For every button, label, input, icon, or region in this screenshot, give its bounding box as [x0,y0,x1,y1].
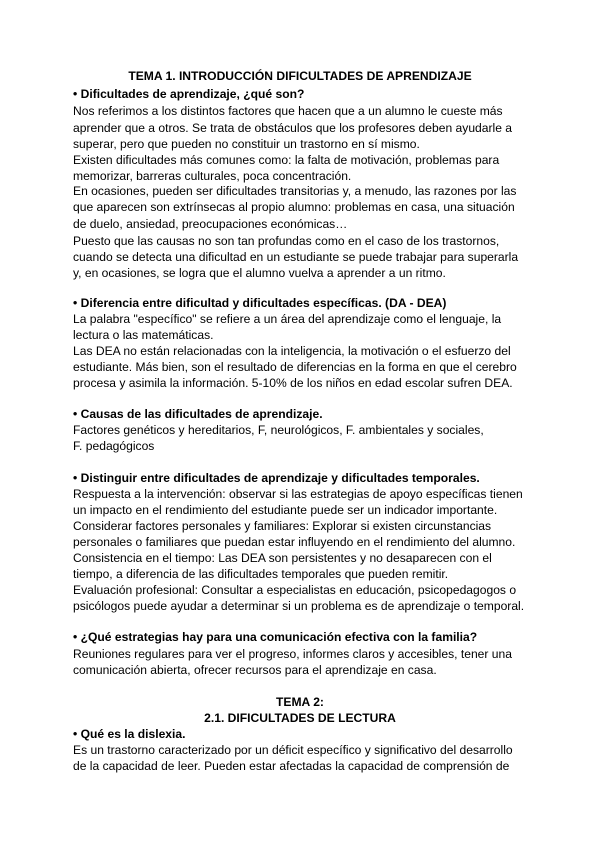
s3-line: F. pedagógicos [73,439,155,453]
s2-line: estudiante. Más bien, son el resultado de diferencias en la forma en que el cerebro [73,360,517,374]
s1-line: y, en ocasiones, se logra que el alumno vuelva a aprender a un ritmo. [73,266,446,280]
s1-line: En ocasiones, pueden ser dificultades transitorias y, a menudo, las razones por las [73,184,517,198]
tema1-title: TEMA 1. INTRODUCCIÓN DIFICULTADES DE APRENDIZAJE [128,69,472,83]
s1-line: cuando se detecta una dificultad en un estudiante se puede trabajar para superarla [73,250,519,264]
tema2-title: TEMA 2: [276,695,324,709]
tema2-s1-line: Es un trastorno caracterizado por un déficit específico y significativo del desarrollo [73,743,513,757]
tema2-subtitle: 2.1. DIFICULTADES DE LECTURA [204,711,396,725]
s1-heading: • Dificultades de aprendizaje, ¿qué son? [73,87,305,101]
s2-line: Las DEA no están relacionadas con la inteligencia, la motivación o el esfuerzo del [73,344,511,358]
s5-line: Reuniones regulares para ver el progreso, informes claros y accesibles, tener una [73,647,512,661]
s4-line: Considerar factores personales y familiares: Explorar si existen circunstancias [73,519,492,533]
tema2-s1-heading: • Qué es la dislexia. [73,727,186,741]
s4-line: tiempo, a diferencia de las dificultades temporales que pueden remitir. [73,567,449,581]
s2-line: procesa y asimila la información. 5-10% de los niños en edad escolar sufren DEA. [73,376,513,390]
s4-line: Consistencia en el tiempo: Las DEA son persistentes y no desaparecen con el [73,551,492,565]
s3-heading: • Causas de las dificultades de aprendizaje. [73,407,323,421]
s1-line: memorizar, barreras culturales, poca concentración. [73,169,352,183]
s4-line: psicólogos puede ayudar a determinar si un problema es de aprendizaje o temporal. [73,599,525,613]
s4-line: Evaluación profesional: Consultar a especialistas en educación, psicopedagogos o [73,583,517,597]
s2-line: La palabra "específico" se refiere a un área del aprendizaje como el lenguaje, la [73,312,502,326]
s5-line: comunicación abierta, ofrecer recursos para el aprendizaje en casa. [73,663,437,677]
s1-line: superar, pero que pueden no constituir un trastorno en sí mismo. [73,137,420,151]
s1-line: que aparecen son extrínsecas al propio alumno: problemas en casa, una situación [73,200,515,214]
s1-line: de duelo, ansiedad, preocupaciones económicas… [73,217,348,231]
s1-line: Existen dificultades más comunes como: la falta de motivación, problemas para [73,153,500,167]
s3-line: Factores genéticos y hereditarios, F, neurológicos, F. ambientales y sociales, [73,423,484,437]
s1-line: Nos referimos a los distintos factores que hacen que a un alumno le cueste más [73,104,503,118]
s2-line: lectura o las matemáticas. [73,328,214,342]
tema2-s1-line: de la capacidad de leer. Pueden estar afectadas la capacidad de comprensión de [73,759,510,773]
s1-line: Puesto que las causas no son tan profundas como en el caso de los trastornos, [73,234,500,248]
s2-heading: • Diferencia entre dificultad y dificultades específicas. (DA - DEA) [73,296,447,310]
s4-line: personales o familiares que puedan estar influyendo en el rendimiento del alumno. [73,535,516,549]
s4-line: Respuesta a la intervención: observar si las estrategias de apoyo específicas tienen [73,487,523,501]
s4-line: un impacto en el rendimiento del estudiante puede ser un indicador importante. [73,503,498,517]
s4-heading: • Distinguir entre dificultades de aprendizaje y dificultades temporales. [73,471,480,485]
s1-line: aprender que a otros. Se trata de obstáculos que los profesores deben ayudarle a [73,121,513,135]
s5-heading: • ¿Qué estrategias hay para una comunicación efectiva con la familia? [73,630,478,644]
